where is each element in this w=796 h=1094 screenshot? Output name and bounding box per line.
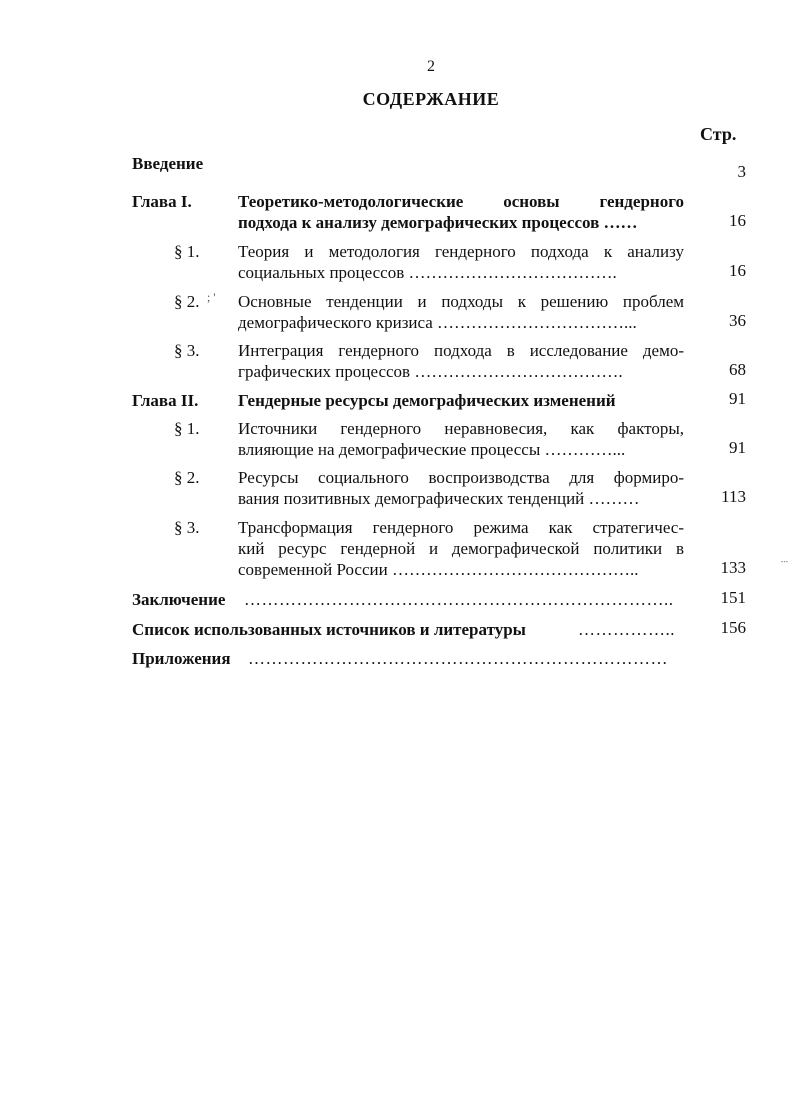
toc-sources-page: 156 xyxy=(720,618,746,637)
toc-intro-page: 3 xyxy=(737,162,746,181)
toc-ch2-sec3-line1: Трансформация гендерного режима как стратегичес- xyxy=(238,518,684,537)
toc-ch2-sec1-label: § 1. xyxy=(174,419,200,438)
toc-ch1-sec2-line2: демографического кризиса ……………………………... xyxy=(238,313,637,332)
toc-conclusion-dots: ……………………………………………………………….. xyxy=(244,590,674,609)
toc-ch1-sec1-label: § 1. xyxy=(174,242,200,261)
page-title: СОДЕРЖАНИЕ xyxy=(362,89,500,109)
toc-chapter2-page: 91 xyxy=(729,389,746,408)
toc-ch2-sec3-line3: современной России …………………………………….. xyxy=(238,560,639,579)
toc-ch1-sec3-line1: Интеграция гендерного подхода в исследование демо- xyxy=(238,341,684,360)
toc-intro-label: Введение xyxy=(132,154,204,173)
toc-ch1-sec2-page: 36 xyxy=(729,311,746,330)
toc-ch1-sec1-page: 16 xyxy=(729,261,746,280)
toc-chapter1-title-line2: подхода к анализу демографических процессов …… xyxy=(238,213,638,232)
scan-artifact: ; ' xyxy=(207,290,216,304)
toc-ch2-sec2-page: 113 xyxy=(721,487,746,506)
toc-appendix-dots: ……………………………………………………………… xyxy=(248,649,668,668)
toc-ch1-sec1-line1: Теория и методология гендерного подхода к анализу xyxy=(238,242,684,261)
toc-conclusion-page: 151 xyxy=(720,588,746,607)
toc-chapter1-title-line1: Теоретико-методологические основы гендерного xyxy=(238,192,684,211)
toc-sources-dots: …………….. xyxy=(578,620,675,639)
toc-ch1-sec3-page: 68 xyxy=(729,360,746,379)
toc-ch1-sec1-line2: социальных процессов ………………………………. xyxy=(238,263,617,282)
toc-ch1-sec3-line2: графических процессов ………………………………. xyxy=(238,362,623,381)
toc-conclusion-label: Заключение xyxy=(132,590,226,609)
toc-sources-label: Список использованных источников и литературы xyxy=(132,620,526,639)
toc-ch2-sec1-line2: влияющие на демографические процессы …………... xyxy=(238,440,626,459)
toc-ch2-sec2-line1: Ресурсы социального воспроизводства для формиро- xyxy=(238,468,684,487)
scan-edge-artifact: ⁝ xyxy=(778,560,789,564)
page-number: 2 xyxy=(427,58,435,75)
toc-ch2-sec3-label: § 3. xyxy=(174,518,200,537)
toc-chapter1-page: 16 xyxy=(729,211,746,230)
toc-ch2-sec1-page: 91 xyxy=(729,438,746,457)
toc-appendix-label: Приложения xyxy=(132,649,231,668)
toc-chapter2-label: Глава II. xyxy=(132,391,199,410)
toc-ch1-sec2-label: § 2. xyxy=(174,292,200,311)
toc-ch2-sec2-label: § 2. xyxy=(174,468,200,487)
toc-ch2-sec3-page: 133 xyxy=(720,558,746,577)
toc-chapter1-label: Глава I. xyxy=(132,192,192,211)
toc-ch2-sec2-line2: вания позитивных демографических тенденций ……… xyxy=(238,489,640,508)
toc-ch2-sec1-line1: Источники гендерного неравновесия, как факторы, xyxy=(238,419,684,438)
toc-ch1-sec3-label: § 3. xyxy=(174,341,200,360)
toc-chapter2-title: Гендерные ресурсы демографических изменений xyxy=(238,391,616,410)
toc-ch1-sec2-line1: Основные тенденции и подходы к решению проблем xyxy=(238,292,684,311)
pages-column-header: Стр. xyxy=(700,124,737,144)
toc-ch2-sec3-line2: кий ресурс гендерной и демографической политики в xyxy=(238,539,684,558)
